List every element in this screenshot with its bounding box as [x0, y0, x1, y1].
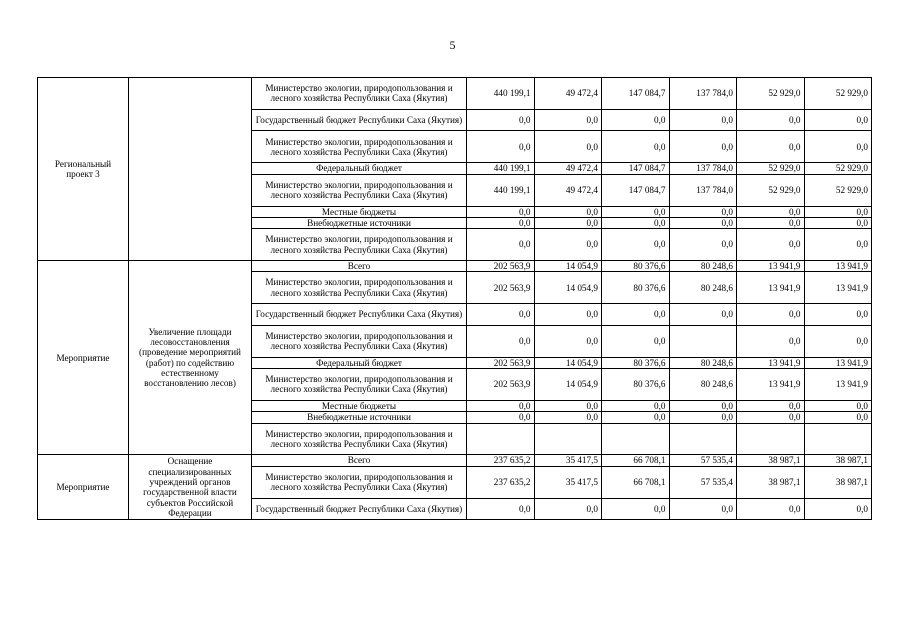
amount-cell: 0,0	[804, 400, 872, 411]
amount-cell	[467, 423, 535, 455]
amount-cell: 0,0	[534, 217, 602, 228]
amount-cell: 0,0	[467, 400, 535, 411]
amount-cell: 0,0	[737, 304, 805, 326]
amount-cell: 0,0	[467, 229, 535, 261]
page-number: 5	[449, 38, 456, 52]
amount-cell: 0,0	[467, 498, 535, 520]
funding-source-cell: Государственный бюджет Республики Саха (Якутия)	[252, 304, 467, 326]
amount-cell: 49 472,4	[534, 174, 602, 206]
amount-cell: 0,0	[602, 109, 670, 131]
amount-cell: 38 987,1	[804, 455, 872, 466]
group-description-cell: Увеличение площади лесовосстановления (проведение мероприятий (работ) по содействию естественному восстановлению лесов)	[129, 261, 252, 455]
table-row	[38, 261, 872, 272]
amount-cell: 0,0	[804, 229, 872, 261]
amount-cell: 52 929,0	[804, 174, 872, 206]
budget-table	[37, 77, 872, 520]
group-description-cell: Оснащение специализированных учреждений органов государственной власти субъектов Российской Федерации	[129, 455, 252, 520]
funding-source-cell: Министерство экологии, природопользования и лесного хозяйства Республики Саха (Якутия)	[252, 78, 467, 110]
amount-cell: 14 054,9	[534, 261, 602, 272]
funding-source-cell: Государственный бюджет Республики Саха (Якутия)	[252, 109, 467, 131]
amount-cell: 0,0	[737, 206, 805, 217]
amount-cell: 0,0	[467, 304, 535, 326]
amount-cell: 0,0	[737, 400, 805, 411]
amount-cell: 0,0	[602, 412, 670, 423]
amount-cell: 80 248,6	[669, 272, 737, 304]
amount-cell: 0,0	[669, 412, 737, 423]
amount-cell: 202 563,9	[467, 272, 535, 304]
amount-cell: 0,0	[669, 131, 737, 163]
table-row	[38, 455, 872, 466]
amount-cell	[602, 423, 670, 455]
amount-cell: 13 941,9	[737, 369, 805, 401]
amount-cell: 13 941,9	[804, 357, 872, 368]
amount-cell: 0,0	[669, 304, 737, 326]
amount-cell: 13 941,9	[804, 261, 872, 272]
funding-source-cell: Местные бюджеты	[252, 206, 467, 217]
amount-cell: 0,0	[467, 109, 535, 131]
funding-source-cell: Министерство экологии, природопользования и лесного хозяйства Республики Саха (Якутия)	[252, 423, 467, 455]
amount-cell: 80 248,6	[669, 357, 737, 368]
amount-cell: 80 248,6	[669, 369, 737, 401]
amount-cell: 0,0	[534, 325, 602, 357]
group-description-cell	[129, 78, 252, 261]
funding-source-cell: Всего	[252, 455, 467, 466]
amount-cell: 202 563,9	[467, 261, 535, 272]
amount-cell: 52 929,0	[804, 78, 872, 110]
amount-cell: 0,0	[804, 206, 872, 217]
amount-cell: 38 987,1	[737, 466, 805, 498]
amount-cell: 66 708,1	[602, 455, 670, 466]
amount-cell: 14 054,9	[534, 357, 602, 368]
group-name-cell: Региональный проект 3	[38, 78, 129, 261]
amount-cell: 52 929,0	[804, 163, 872, 174]
amount-cell: 0,0	[467, 217, 535, 228]
amount-cell: 0,0	[534, 304, 602, 326]
amount-cell: 0,0	[737, 229, 805, 261]
funding-source-cell: Министерство экологии, природопользования и лесного хозяйства Республики Саха (Якутия)	[252, 466, 467, 498]
amount-cell: 137 784,0	[669, 163, 737, 174]
amount-cell: 0,0	[669, 217, 737, 228]
amount-cell: 0,0	[602, 229, 670, 261]
funding-source-cell: Министерство экологии, природопользования и лесного хозяйства Республики Саха (Якутия)	[252, 131, 467, 163]
amount-cell: 137 784,0	[669, 78, 737, 110]
amount-cell: 52 929,0	[737, 174, 805, 206]
amount-cell: 0,0	[737, 131, 805, 163]
amount-cell: 0,0	[467, 412, 535, 423]
amount-cell: 80 248,6	[669, 261, 737, 272]
amount-cell: 0,0	[534, 498, 602, 520]
amount-cell: 0,0	[534, 206, 602, 217]
amount-cell: 0,0	[804, 217, 872, 228]
amount-cell: 57 535,4	[669, 466, 737, 498]
amount-cell: 38 987,1	[804, 466, 872, 498]
amount-cell: 0,0	[804, 498, 872, 520]
amount-cell: 0,0	[669, 229, 737, 261]
funding-source-cell: Министерство экологии, природопользования и лесного хозяйства Республики Саха (Якутия)	[252, 369, 467, 401]
amount-cell: 0,0	[534, 131, 602, 163]
amount-cell: 0,0	[669, 400, 737, 411]
amount-cell: 0,0	[804, 412, 872, 423]
amount-cell: 13 941,9	[737, 357, 805, 368]
amount-cell: 0,0	[534, 229, 602, 261]
group-name-cell: Мероприятие	[38, 261, 129, 455]
funding-source-cell: Внебюджетные источники	[252, 217, 467, 228]
amount-cell: 0,0	[602, 304, 670, 326]
amount-cell: 202 563,9	[467, 357, 535, 368]
funding-source-cell: Всего	[252, 261, 467, 272]
funding-source-cell: Государственный бюджет Республики Саха (Якутия)	[252, 498, 467, 520]
amount-cell: 440 199,1	[467, 163, 535, 174]
amount-cell: 13 941,9	[804, 272, 872, 304]
amount-cell: 237 635,2	[467, 466, 535, 498]
funding-source-cell: Министерство экологии, природопользования и лесного хозяйства Республики Саха (Якутия)	[252, 174, 467, 206]
funding-source-cell: Министерство экологии, природопользования и лесного хозяйства Республики Саха (Якутия)	[252, 272, 467, 304]
amount-cell: 57 535,4	[669, 455, 737, 466]
funding-source-cell: Министерство экологии, природопользования и лесного хозяйства Республики Саха (Якутия)	[252, 229, 467, 261]
amount-cell: 147 084,7	[602, 174, 670, 206]
amount-cell: 0,0	[737, 498, 805, 520]
table-row	[38, 78, 872, 110]
amount-cell	[669, 325, 737, 357]
amount-cell: 14 054,9	[534, 369, 602, 401]
amount-cell: 49 472,4	[534, 78, 602, 110]
amount-cell: 0,0	[534, 109, 602, 131]
amount-cell: 147 084,7	[602, 78, 670, 110]
amount-cell: 0,0	[669, 498, 737, 520]
amount-cell: 80 376,6	[602, 357, 670, 368]
funding-source-cell: Федеральный бюджет	[252, 357, 467, 368]
amount-cell: 66 708,1	[602, 466, 670, 498]
amount-cell: 35 417,5	[534, 466, 602, 498]
group-name-cell: Мероприятие	[38, 455, 129, 520]
amount-cell: 52 929,0	[737, 163, 805, 174]
amount-cell	[737, 423, 805, 455]
amount-cell: 0,0	[602, 498, 670, 520]
amount-cell	[804, 423, 872, 455]
amount-cell: 0,0	[804, 325, 872, 357]
funding-source-cell: Внебюджетные источники	[252, 412, 467, 423]
amount-cell: 80 376,6	[602, 369, 670, 401]
amount-cell: 13 941,9	[737, 272, 805, 304]
amount-cell	[669, 423, 737, 455]
amount-cell: 0,0	[737, 412, 805, 423]
amount-cell: 202 563,9	[467, 369, 535, 401]
amount-cell: 147 084,7	[602, 163, 670, 174]
amount-cell: 0,0	[602, 206, 670, 217]
amount-cell: 52 929,0	[737, 78, 805, 110]
amount-cell: 13 941,9	[804, 369, 872, 401]
amount-cell: 0,0	[737, 109, 805, 131]
amount-cell: 0,0	[467, 325, 535, 357]
amount-cell: 80 376,6	[602, 261, 670, 272]
funding-source-cell: Федеральный бюджет	[252, 163, 467, 174]
amount-cell: 0,0	[669, 109, 737, 131]
amount-cell: 0,0	[669, 206, 737, 217]
amount-cell: 0,0	[737, 325, 805, 357]
amount-cell: 0,0	[804, 109, 872, 131]
funding-source-cell: Министерство экологии, природопользования и лесного хозяйства Республики Саха (Якутия)	[252, 325, 467, 357]
amount-cell: 0,0	[602, 131, 670, 163]
amount-cell: 0,0	[534, 400, 602, 411]
amount-cell: 0,0	[602, 217, 670, 228]
amount-cell: 14 054,9	[534, 272, 602, 304]
amount-cell: 0,0	[804, 304, 872, 326]
amount-cell: 35 417,5	[534, 455, 602, 466]
amount-cell: 0,0	[467, 206, 535, 217]
amount-cell: 440 199,1	[467, 174, 535, 206]
amount-cell	[534, 423, 602, 455]
amount-cell: 0,0	[737, 217, 805, 228]
funding-source-cell: Местные бюджеты	[252, 400, 467, 411]
table-body	[38, 78, 872, 520]
amount-cell: 0,0	[804, 131, 872, 163]
amount-cell: 0,0	[467, 131, 535, 163]
amount-cell: 49 472,4	[534, 163, 602, 174]
amount-cell: 38 987,1	[737, 455, 805, 466]
amount-cell: 137 784,0	[669, 174, 737, 206]
amount-cell: 0,0	[534, 412, 602, 423]
amount-cell: 80 376,6	[602, 272, 670, 304]
amount-cell: 13 941,9	[737, 261, 805, 272]
amount-cell: 0,0	[602, 400, 670, 411]
amount-cell: 440 199,1	[467, 78, 535, 110]
amount-cell: 0,0	[602, 325, 670, 357]
amount-cell: 237 635,2	[467, 455, 535, 466]
